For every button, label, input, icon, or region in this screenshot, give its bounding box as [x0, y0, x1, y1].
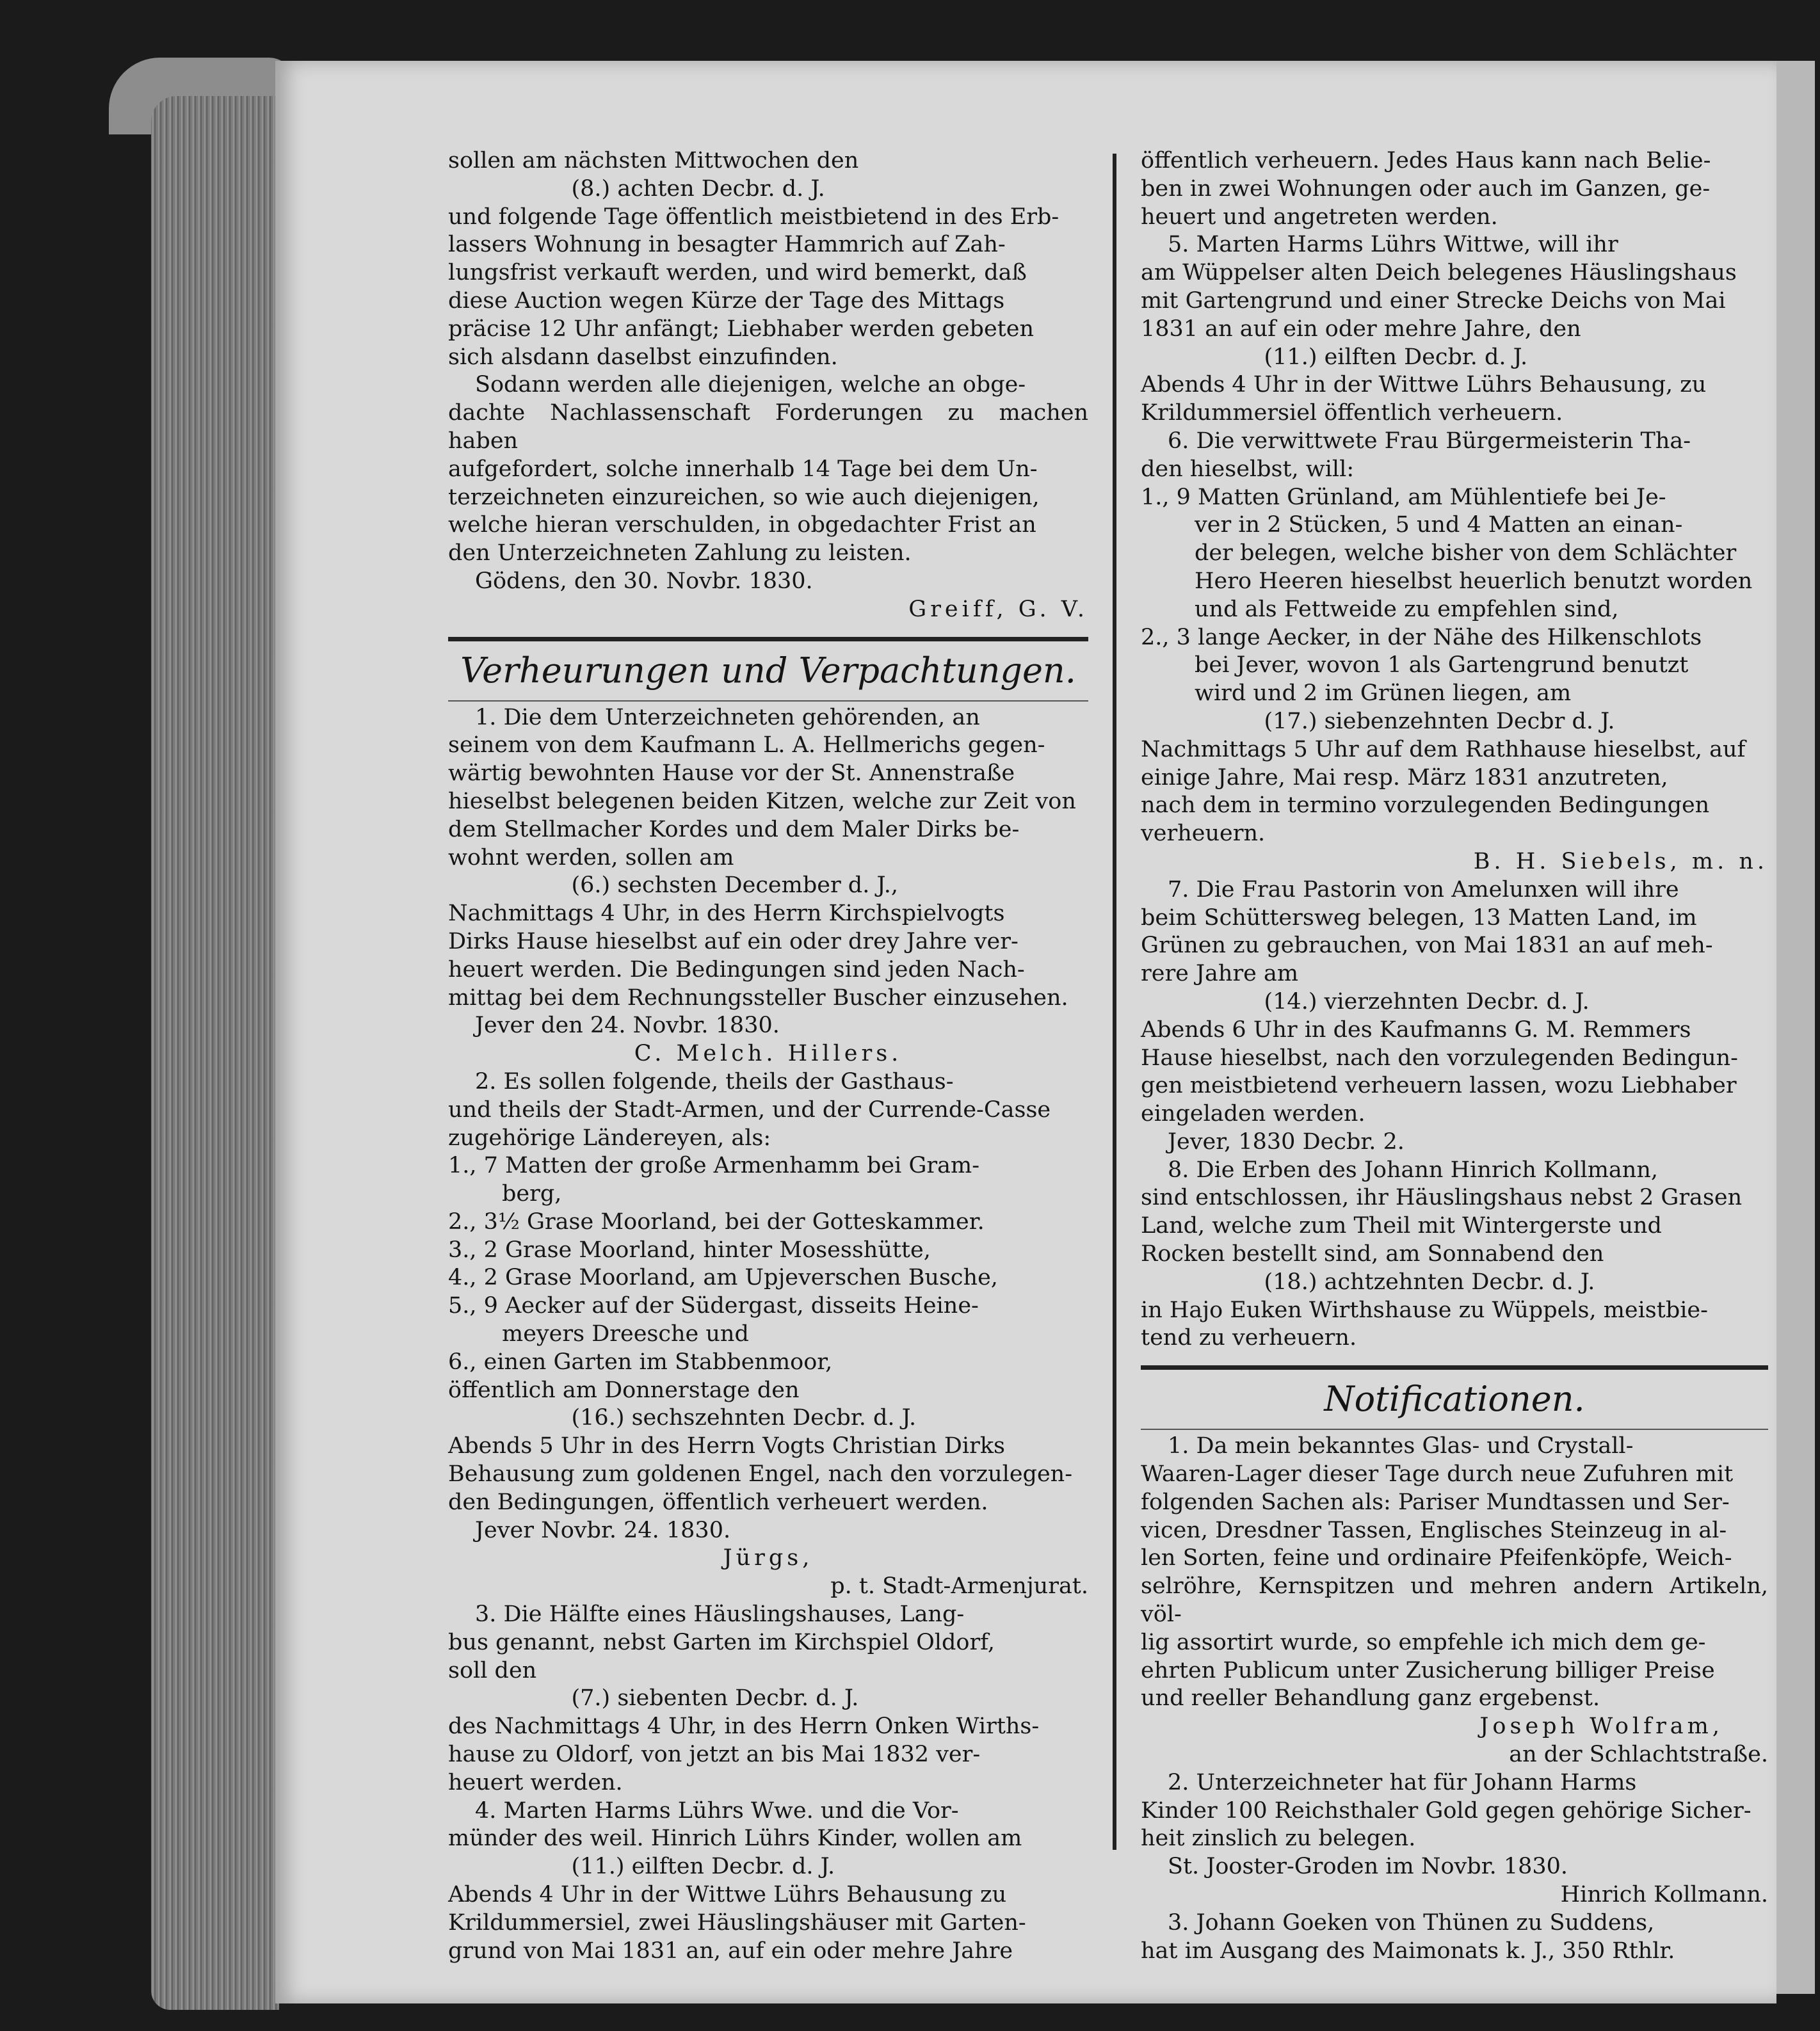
text-line: des Nachmittags 4 Uhr, in des Herrn Onken Wirths-	[448, 1714, 1040, 1740]
text-line: vicen, Dresdner Tassen, Englisches Steinzeug in al-	[1141, 1517, 1727, 1543]
date-line: (11.) eilften Decbr. d. J.	[1264, 344, 1528, 370]
text-line: lungsfrist verkauft werden, und wird bemerkt, daß	[448, 260, 1027, 286]
text-line: 1831 an auf ein oder mehre Jahre, den	[1141, 316, 1581, 342]
text-line: bus genannt, nebst Garten im Kirchspiel Oldorf,	[448, 1629, 995, 1655]
text-line: 3. Die Hälfte eines Häuslingshauses, Lang-	[475, 1602, 965, 1628]
text-line: ben in zwei Wohnungen oder auch im Ganzen, ge-	[1141, 175, 1711, 202]
text-line: den Bedingungen, öffentlich verheuert werden.	[448, 1489, 988, 1515]
date-line: (8.) achten Decbr. d. J.	[571, 175, 825, 202]
text-line: 4. Marten Harms Lührs Wwe. und die Vor-	[475, 1797, 959, 1824]
signature: Jürgs,	[723, 1545, 814, 1571]
text-line: selröhre, Kernspitzen und mehren andern Artikeln, völ-	[1141, 1573, 1768, 1628]
signature: B. H. Siebels, m. n.	[1473, 848, 1768, 874]
list-item: 1., 7 Matten der große Armenhamm bei Gram-	[448, 1153, 980, 1179]
text-line: Waaren-Lager dieser Tage durch neue Zufuhren mit	[1141, 1461, 1734, 1488]
date-line: (17.) siebenzehnten Decbr d. J.	[1264, 708, 1615, 734]
list-item-cont: bei Jever, wovon 1 als Gartengrund benutzt	[1195, 652, 1689, 678]
list-item: 1., 9 Matten Grünland, am Mühlentiefe bei Je-	[1141, 484, 1666, 510]
left-column	[448, 147, 1088, 1965]
text-line: len Sorten, feine und ordinaire Pfeifenköpfe, Weich-	[1141, 1545, 1732, 1571]
date-line: (6.) sechsten December d. J.,	[571, 872, 899, 899]
text-line: Abends 4 Uhr in der Wittwe Lührs Behausung zu	[448, 1882, 1007, 1908]
text-line: sind entschlossen, ihr Häuslingshaus nebst 2 Grasen	[1141, 1185, 1743, 1211]
text-line: Kinder 100 Reichsthaler Gold gegen gehörige Sicher-	[1141, 1797, 1752, 1824]
text-line: dachte Nachlassenschaft Forderungen zu machen haben	[448, 400, 1088, 454]
list-item: 3., 2 Grase Moorland, hinter Mosesshütte,	[448, 1237, 931, 1263]
text-line: den hieselbst, will:	[1141, 456, 1355, 482]
text-line: rere Jahre am	[1141, 961, 1299, 987]
text-line: sollen am nächsten Mittwochen den	[448, 148, 859, 173]
text-line: heit zinslich zu belegen.	[1141, 1826, 1416, 1852]
list-item: 4., 2 Grase Moorland, am Upjeverschen Busche,	[448, 1265, 998, 1291]
signature-address: an der Schlachtstraße.	[1509, 1742, 1768, 1768]
date-line: (18.) achtzehnten Decbr. d. J.	[1264, 1269, 1595, 1295]
text-line: heuert und angetreten werden.	[1141, 204, 1498, 230]
date-line: (7.) siebenten Decbr. d. J.	[571, 1685, 859, 1712]
text-line: und theils der Stadt-Armen, und der Currende-Casse	[448, 1096, 1051, 1123]
text-line: Behausung zum goldenen Engel, nach den vorzulegen-	[448, 1461, 1073, 1488]
text-line: Nachmittags 5 Uhr auf dem Rathhause hieselbst, auf	[1141, 736, 1746, 762]
place-date-line: St. Jooster-Groden im Novbr. 1830.	[1168, 1854, 1568, 1880]
text-line: aufgefordert, solche innerhalb 14 Tage bei dem Un-	[448, 456, 1038, 482]
page-block-edge	[151, 96, 279, 2010]
text-line: Krildummersiel öffentlich verheuern.	[1141, 400, 1563, 426]
place-date-line: Gödens, den 30. Novbr. 1830.	[475, 568, 813, 594]
text-line: grund von Mai 1831 an, auf ein oder mehre Jahre	[448, 1938, 1013, 1964]
text-line: und reeller Behandlung ganz ergebenst.	[1141, 1685, 1600, 1712]
section-rule	[448, 637, 1088, 641]
signature: Joseph Wolfram,	[1479, 1714, 1723, 1740]
text-line: präcise 12 Uhr anfängt; Liebhaber werden gebeten	[448, 316, 1034, 342]
list-item-cont: wird und 2 im Grünen liegen, am	[1195, 680, 1572, 707]
list-item-cont: ver in 2 Stücken, 5 und 4 Matten an einan-	[1195, 512, 1683, 538]
signature: Hinrich Kollmann.	[1560, 1882, 1768, 1908]
text-line: Sodann werden alle diejenigen, welche an obge-	[475, 372, 1026, 398]
text-line: tend zu verheuern.	[1141, 1325, 1357, 1351]
text-line: heuert werden. Die Bedingungen sind jeden Nach-	[448, 956, 1025, 983]
text-line: einige Jahre, Mai resp. März 1831 anzutreten,	[1141, 764, 1668, 791]
text-line: folgenden Sachen als: Pariser Mundtassen und Ser-	[1141, 1489, 1730, 1515]
signature-title: p. t. Stadt-Armenjurat.	[830, 1573, 1088, 1600]
list-item-cont: berg,	[502, 1181, 562, 1207]
section-heading: Notificationen.	[1324, 1379, 1585, 1420]
text-line: lig assortirt wurde, so empfehle ich mich dem ge-	[1141, 1629, 1706, 1655]
text-line: ehrten Publicum unter Zusicherung billiger Preise	[1141, 1657, 1715, 1683]
text-line: Land, welche zum Theil mit Wintergerste und	[1141, 1213, 1662, 1239]
section-rule	[1141, 1365, 1768, 1370]
place-date-line: Jever, 1830 Decbr. 2.	[1168, 1128, 1405, 1155]
list-item-cont: meyers Dreesche und	[502, 1321, 749, 1347]
text-line: Abends 6 Uhr in des Kaufmanns G. M. Remmers	[1141, 1016, 1691, 1043]
text-line: Nachmittags 4 Uhr, in des Herrn Kirchspielvogts	[448, 901, 1005, 927]
column-divider	[1113, 154, 1116, 1850]
date-line: (11.) eilften Decbr. d. J.	[571, 1854, 835, 1880]
section-heading: Verheurungen und Verpachtungen.	[460, 650, 1076, 691]
text-line: dem Stellmacher Kordes und dem Maler Dirks be-	[448, 816, 1020, 842]
text-line: 5. Marten Harms Lührs Wittwe, will ihr	[1168, 232, 1618, 258]
text-line: hat im Ausgang des Maimonats k. J., 350 Rthlr.	[1141, 1938, 1675, 1964]
text-line: Dirks Hause hieselbst auf ein oder drey Jahre ver-	[448, 928, 1019, 954]
text-line: hieselbst belegenen beiden Kitzen, welche zur Zeit von	[448, 788, 1076, 814]
signature: C. Melch. Hillers.	[634, 1041, 903, 1067]
text-line: soll den	[448, 1657, 537, 1683]
list-item: 2., 3 lange Aecker, in der Nähe des Hilkenschlots	[1141, 624, 1702, 650]
text-line: Grünen zu gebrauchen, von Mai 1831 an auf meh-	[1141, 933, 1713, 959]
text-line: 2. Unterzeichneter hat für Johann Harms	[1168, 1769, 1637, 1795]
text-line: gen meistbietend verheuern lassen, wozu Liebhaber	[1141, 1073, 1737, 1099]
list-item: 2., 3½ Grase Moorland, bei der Gotteskammer.	[448, 1208, 985, 1235]
list-item-cont: der belegen, welche bisher von dem Schlächter	[1195, 540, 1737, 566]
list-item: 6., einen Garten im Stabbenmoor,	[448, 1349, 833, 1375]
text-line: hause zu Oldorf, von jetzt an bis Mai 1832 ver-	[448, 1742, 981, 1768]
text-line: öffentlich am Donnerstage den	[448, 1377, 800, 1403]
text-line: Abends 5 Uhr in des Herrn Vogts Christian Dirks	[448, 1433, 1005, 1459]
text-line: wohnt werden, sollen am	[448, 844, 734, 871]
text-line: 2. Es sollen folgende, theils der Gasthaus-	[475, 1068, 954, 1095]
text-line: 8. Die Erben des Johann Hinrich Kollmann,	[1168, 1157, 1658, 1183]
next-page-edge	[1776, 61, 1815, 1994]
date-line: (16.) sechszehnten Decbr. d. J.	[571, 1405, 917, 1431]
place-date-line: Jever den 24. Novbr. 1830.	[475, 1013, 780, 1039]
text-line: mit Gartengrund und einer Strecke Deichs von Mai	[1141, 287, 1726, 314]
list-item-cont: und als Fettweide zu empfehlen sind,	[1195, 596, 1619, 622]
text-line: den Unterzeichneten Zahlung zu leisten.	[448, 540, 912, 566]
signature: Greiff, G. V.	[908, 596, 1088, 622]
list-item-cont: Hero Heeren hieselbst heuerlich benutzt worden	[1195, 568, 1753, 594]
text-line: 1. Da mein bekanntes Glas- und Crystall-	[1168, 1433, 1634, 1459]
list-item: 5., 9 Aecker auf der Südergast, disseits Heine-	[448, 1293, 979, 1319]
heading-underline	[448, 700, 1088, 702]
text-line: Hause hieselbst, nach den vorzulegenden Bedingun-	[1141, 1045, 1738, 1071]
text-line: mittag bei dem Rechnungssteller Buscher einzusehen.	[448, 984, 1068, 1011]
heading-underline	[1141, 1429, 1768, 1430]
text-line: am Wüppelser alten Deich belegenes Häuslingshaus	[1141, 260, 1737, 286]
text-line: seinem von dem Kaufmann L. A. Hellmerichs gegen-	[448, 732, 1045, 759]
text-line: wärtig bewohnten Hause vor der St. Annenstraße	[448, 760, 1015, 787]
text-line: Krildummersiel, zwei Häuslingshäuser mit Garten-	[448, 1909, 1026, 1936]
text-line: 7. Die Frau Pastorin von Amelunxen will ihre	[1168, 876, 1679, 903]
text-line: sich alsdann daselbst einzufinden.	[448, 344, 838, 370]
text-line: welche hieran verschulden, in obgedachter Frist an	[448, 512, 1036, 538]
text-line: beim Schüttersweg belegen, 13 Matten Land, im	[1141, 904, 1697, 931]
date-line: (14.) vierzehnten Decbr. d. J.	[1264, 988, 1590, 1015]
text-line: lassers Wohnung in besagter Hammrich auf Zah-	[448, 232, 1006, 258]
text-line: diese Auction wegen Kürze der Tage des Mittags	[448, 287, 1005, 314]
text-line: 3. Johann Goeken von Thünen zu Suddens,	[1168, 1909, 1655, 1936]
text-line: münder des weil. Hinrich Lührs Kinder, wollen am	[448, 1826, 1022, 1852]
text-line: terzeichneten einzureichen, so wie auch diejenigen,	[448, 484, 1040, 510]
text-line: und folgende Tage öffentlich meistbietend in des Erb-	[448, 204, 1059, 230]
text-line: in Hajo Euken Wirthshause zu Wüppels, meistbie-	[1141, 1297, 1708, 1323]
place-date-line: Jever Novbr. 24. 1830.	[475, 1517, 731, 1543]
text-line: öffentlich verheuern. Jedes Haus kann nach Belie-	[1141, 148, 1711, 173]
text-line: verheuern.	[1141, 821, 1266, 847]
text-line: nach dem in termino vorzulegenden Bedingungen	[1141, 792, 1710, 819]
right-column	[1141, 147, 1768, 1965]
text-line: Rocken bestellt sind, am Sonnabend den	[1141, 1241, 1604, 1267]
text-line: heuert werden.	[448, 1769, 623, 1795]
text-line: zugehörige Ländereyen, als:	[448, 1125, 771, 1151]
text-line: 1. Die dem Unterzeichneten gehörenden, an	[475, 704, 980, 730]
text-line: eingeladen werden.	[1141, 1101, 1365, 1127]
text-line: Abends 4 Uhr in der Wittwe Lührs Behausung, zu	[1141, 372, 1707, 398]
text-line: 6. Die verwittwete Frau Bürgermeisterin Tha-	[1168, 428, 1691, 454]
